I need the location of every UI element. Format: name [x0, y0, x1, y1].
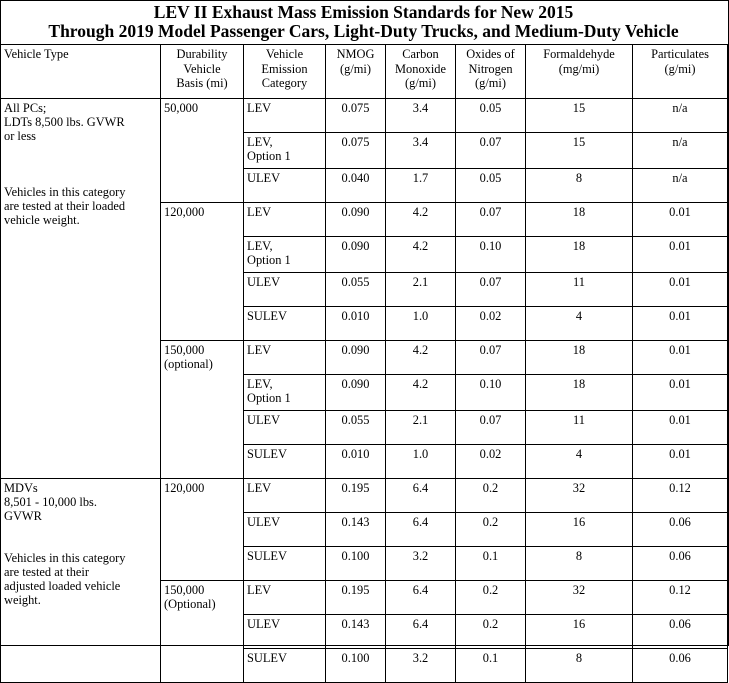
category-cell: LEV, Option 1 — [244, 133, 326, 169]
category-cell: SULEV — [244, 445, 326, 479]
particulates-cell: n/a — [633, 99, 728, 133]
nox-cell: 0.2 — [456, 615, 526, 649]
header-vehicle-type: Vehicle Type — [1, 45, 161, 99]
category-cell: ULEV — [244, 411, 326, 445]
nmog-cell: 0.010 — [326, 445, 386, 479]
category-cell: LEV — [244, 581, 326, 615]
nmog-cell: 0.090 — [326, 237, 386, 273]
nox-cell: 0.02 — [456, 445, 526, 479]
nox-cell: 0.07 — [456, 411, 526, 445]
category-cell: SULEV — [244, 547, 326, 581]
formaldehyde-cell: 15 — [526, 133, 633, 169]
nox-cell: 0.10 — [456, 375, 526, 411]
category-cell: ULEV — [244, 513, 326, 547]
formaldehyde-cell: 18 — [526, 203, 633, 237]
header-category: Vehicle Emission Category — [244, 45, 326, 99]
durability-cell: 120,000 — [161, 479, 244, 581]
nmog-cell: 0.195 — [326, 581, 386, 615]
particulates-cell: 0.06 — [633, 649, 728, 683]
category-cell: LEV — [244, 203, 326, 237]
particulates-cell: 0.01 — [633, 375, 728, 411]
header-oxides-of-nitrogen: Oxides of Nitrogen (g/mi) — [456, 45, 526, 99]
co-cell: 4.2 — [386, 237, 456, 273]
header-durability: Durability Vehicle Basis (mi) — [161, 45, 244, 99]
header-nmog: NMOG (g/mi) — [326, 45, 386, 99]
nox-cell: 0.1 — [456, 547, 526, 581]
nmog-cell: 0.090 — [326, 341, 386, 375]
particulates-cell: 0.12 — [633, 479, 728, 513]
table-row — [1, 479, 728, 513]
header-particulates: Particulates (g/mi) — [633, 45, 728, 99]
co-cell: 6.4 — [386, 581, 456, 615]
document-title — [0, 3, 727, 41]
particulates-cell: 0.06 — [633, 615, 728, 649]
category-cell: LEV — [244, 341, 326, 375]
nox-cell: 0.07 — [456, 273, 526, 307]
nmog-cell: 0.040 — [326, 169, 386, 203]
vehicle-type-cell: MDVs 8,501 - 10,000 lbs. GVWR Vehicles in this category are tested at their adjusted loaded vehicle weight. — [1, 479, 161, 683]
co-cell: 6.4 — [386, 479, 456, 513]
particulates-cell: n/a — [633, 169, 728, 203]
particulates-cell: 0.01 — [633, 445, 728, 479]
formaldehyde-cell: 16 — [526, 513, 633, 547]
co-cell: 1.7 — [386, 169, 456, 203]
nmog-cell: 0.075 — [326, 133, 386, 169]
nox-cell: 0.2 — [456, 581, 526, 615]
co-cell: 4.2 — [386, 203, 456, 237]
co-cell: 2.1 — [386, 411, 456, 445]
formaldehyde-cell: 18 — [526, 375, 633, 411]
table-row — [1, 99, 728, 133]
nox-cell: 0.2 — [456, 513, 526, 547]
category-cell: ULEV — [244, 273, 326, 307]
nox-cell: 0.1 — [456, 649, 526, 683]
title-line-2: Through 2019 Model Passenger Cars, Light-Duty Trucks, and Medium-Duty Vehicle — [48, 21, 679, 41]
particulates-cell: 0.06 — [633, 513, 728, 547]
co-cell: 6.4 — [386, 615, 456, 649]
header-formaldehyde: Formaldehyde (mg/mi) — [526, 45, 633, 99]
nox-cell: 0.05 — [456, 99, 526, 133]
co-cell: 3.4 — [386, 133, 456, 169]
particulates-cell: 0.01 — [633, 341, 728, 375]
particulates-cell: 0.01 — [633, 411, 728, 445]
title-line-1: LEV II Exhaust Mass Emission Standards for New 2015 — [153, 2, 574, 22]
formaldehyde-cell: 16 — [526, 615, 633, 649]
header-carbon-monoxide: Carbon Monoxide (g/mi) — [386, 45, 456, 99]
co-cell: 3.4 — [386, 99, 456, 133]
formaldehyde-cell: 11 — [526, 273, 633, 307]
durability-cell: 150,000 (optional) — [161, 341, 244, 479]
vehicle-type-cell: All PCs; LDTs 8,500 lbs. GVWR or less Vehicles in this category are tested at their loaded vehicle weight. — [1, 99, 161, 479]
co-cell: 2.1 — [386, 273, 456, 307]
formaldehyde-cell: 4 — [526, 445, 633, 479]
category-cell: SULEV — [244, 649, 326, 683]
category-cell: LEV, Option 1 — [244, 375, 326, 411]
formaldehyde-cell: 32 — [526, 581, 633, 615]
nmog-cell: 0.055 — [326, 411, 386, 445]
emission-standards-table — [0, 44, 728, 683]
formaldehyde-cell: 4 — [526, 307, 633, 341]
nmog-cell: 0.143 — [326, 615, 386, 649]
formaldehyde-cell: 32 — [526, 479, 633, 513]
formaldehyde-cell: 11 — [526, 411, 633, 445]
nmog-cell: 0.055 — [326, 273, 386, 307]
nmog-cell: 0.090 — [326, 375, 386, 411]
nmog-cell: 0.090 — [326, 203, 386, 237]
nmog-cell: 0.143 — [326, 513, 386, 547]
co-cell: 4.2 — [386, 341, 456, 375]
formaldehyde-cell: 8 — [526, 649, 633, 683]
nox-cell: 0.07 — [456, 133, 526, 169]
nox-cell: 0.2 — [456, 479, 526, 513]
nmog-cell: 0.100 — [326, 649, 386, 683]
category-cell: ULEV — [244, 615, 326, 649]
durability-cell: 150,000 (Optional) — [161, 581, 244, 683]
formaldehyde-cell: 18 — [526, 237, 633, 273]
durability-cell: 50,000 — [161, 99, 244, 203]
table-header-row — [1, 45, 728, 99]
co-cell: 1.0 — [386, 445, 456, 479]
nmog-cell: 0.010 — [326, 307, 386, 341]
category-cell: ULEV — [244, 169, 326, 203]
co-cell: 1.0 — [386, 307, 456, 341]
nox-cell: 0.10 — [456, 237, 526, 273]
particulates-cell: 0.01 — [633, 203, 728, 237]
particulates-cell: 0.12 — [633, 581, 728, 615]
co-cell: 3.2 — [386, 547, 456, 581]
particulates-cell: 0.01 — [633, 307, 728, 341]
particulates-cell: n/a — [633, 133, 728, 169]
category-cell: LEV — [244, 479, 326, 513]
category-cell: SULEV — [244, 307, 326, 341]
nox-cell: 0.02 — [456, 307, 526, 341]
formaldehyde-cell: 8 — [526, 169, 633, 203]
nox-cell: 0.07 — [456, 341, 526, 375]
formaldehyde-cell: 8 — [526, 547, 633, 581]
nmog-cell: 0.075 — [326, 99, 386, 133]
nmog-cell: 0.100 — [326, 547, 386, 581]
formaldehyde-cell: 18 — [526, 341, 633, 375]
co-cell: 6.4 — [386, 513, 456, 547]
category-cell: LEV, Option 1 — [244, 237, 326, 273]
co-cell: 4.2 — [386, 375, 456, 411]
category-cell: LEV — [244, 99, 326, 133]
particulates-cell: 0.06 — [633, 547, 728, 581]
nmog-cell: 0.195 — [326, 479, 386, 513]
nox-cell: 0.05 — [456, 169, 526, 203]
nox-cell: 0.07 — [456, 203, 526, 237]
particulates-cell: 0.01 — [633, 273, 728, 307]
durability-cell: 120,000 — [161, 203, 244, 341]
formaldehyde-cell: 15 — [526, 99, 633, 133]
co-cell: 3.2 — [386, 649, 456, 683]
particulates-cell: 0.01 — [633, 237, 728, 273]
